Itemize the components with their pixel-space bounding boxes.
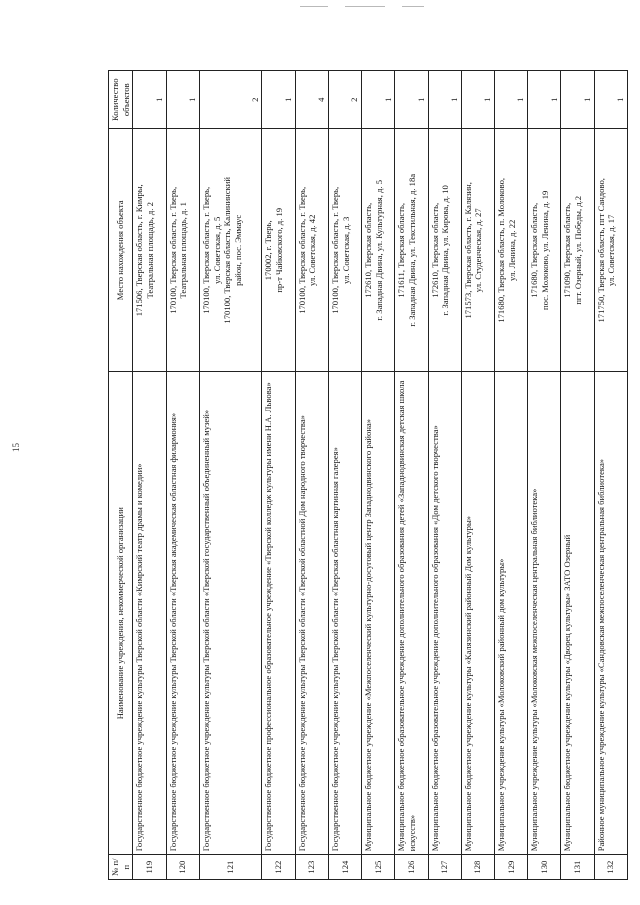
institution-address	[362, 129, 395, 372]
institution-name: Муниципальное бюджетное образовательное учреждение дополнительного образования детей «Западнодвинская детская школа искусств»	[395, 372, 428, 855]
table-row	[561, 71, 594, 880]
address-line: г. Западная Двина, ул. Культурная, д. 5	[373, 179, 384, 321]
row-number: 126	[395, 855, 428, 880]
address-line: ул. Ленина, д. 22	[506, 219, 517, 281]
table-row	[133, 71, 166, 880]
address-line: 170100, Тверская область, г. Тверь,	[167, 186, 178, 314]
institution-address	[133, 129, 166, 372]
table-row	[166, 71, 199, 880]
table-row	[461, 71, 494, 880]
object-count: 1	[528, 71, 561, 129]
row-number: 131	[561, 855, 594, 880]
header-name: Наименование учреждения, некоммерческой организации	[109, 372, 133, 855]
object-count: 4	[295, 71, 328, 129]
table-body	[133, 71, 628, 880]
address-line: 172610, Тверская область,	[429, 202, 440, 298]
address-line: ул. Советская, д. 5	[211, 216, 222, 284]
institution-name: Муниципальное бюджетное учреждение «Межпоселенческий культурно-досуговый центр Западнодвинского района»	[362, 372, 395, 855]
institution-name: Муниципальное бюджетное учреждение культуры «Калязинский районный Дом культуры»	[461, 372, 494, 855]
address-line: 171573, Тверская область, г. Калязин,	[462, 182, 473, 319]
row-number: 123	[295, 855, 328, 880]
object-count: 2	[199, 71, 261, 129]
address-line: Театральная площадь, д. 2	[145, 202, 156, 299]
institution-name: Государственное бюджетное учреждение культуры Тверской области «Тверская академическая областная филармония»	[166, 372, 199, 855]
address-line: ул. Студенческая, д. 27	[473, 208, 484, 293]
institution-address	[561, 129, 594, 372]
scan-artifact	[402, 6, 424, 7]
table-row	[328, 71, 361, 880]
institution-name: Муниципальное бюджетное образовательное учреждение дополнительного образования «Дом детского творчества»	[428, 372, 461, 855]
scan-artifact	[345, 6, 385, 7]
header-count: Количество объектов	[109, 71, 133, 129]
table-row	[262, 71, 295, 880]
institution-name: Государственное бюджетное учреждение культуры Тверской области «Тверская областная картинная галерея»	[328, 372, 361, 855]
address-line: ул. Советская, д. 42	[307, 214, 318, 286]
table-row	[199, 71, 261, 880]
row-number: 122	[262, 855, 295, 880]
object-count: 1	[395, 71, 428, 129]
row-number: 121	[199, 855, 261, 880]
address-line: 171611, Тверская область,	[396, 202, 407, 298]
table-row	[395, 71, 428, 880]
institution-name: Государственное бюджетное учреждение культуры Тверской области «Кимрский театр драмы и комедии»	[133, 372, 166, 855]
row-number: 130	[528, 855, 561, 880]
row-number: 125	[362, 855, 395, 880]
scan-artifact	[300, 6, 328, 7]
header-num: № п/п	[109, 855, 133, 880]
address-line: 171506, Тверская область, г. Кимры,	[134, 184, 145, 317]
address-line: район, пос. Эммаус	[233, 214, 244, 286]
table-row	[428, 71, 461, 880]
object-count: 1	[133, 71, 166, 129]
address-line: 170100, Тверская область, г. Тверь,	[329, 186, 340, 314]
institution-address	[428, 129, 461, 372]
address-line: ул. Советская, д. 3	[340, 216, 351, 284]
object-count: 1	[166, 71, 199, 129]
address-line: 171090, Тверская область,	[562, 202, 573, 298]
address-line: пос. Молоково, ул. Ленина, д. 19	[539, 190, 550, 310]
institution-address	[461, 129, 494, 372]
table-row	[295, 71, 328, 880]
institution-name: Муниципальное учреждение культуры «Молоковский районный дом культуры»	[494, 372, 527, 855]
table-row	[494, 71, 527, 880]
institution-name: Районное муниципальное учреждение культуры «Сандовская межпоселенческая центральная библиотека»	[594, 372, 627, 855]
institution-address	[594, 129, 627, 372]
institution-name: Муниципальное бюджетное учреждение культуры «Дворец культуры» ЗАТО Озерный	[561, 372, 594, 855]
institution-name: Государственное бюджетное учреждение культуры Тверской области «Тверской областной Дом народного творчества»	[295, 372, 328, 855]
row-number: 129	[494, 855, 527, 880]
address-line: Театральная площадь, д. 1	[178, 202, 189, 299]
table-header-row	[109, 71, 133, 880]
address-line: пгт. Озерный, ул. Победы, д.2	[573, 195, 584, 305]
object-count: 1	[561, 71, 594, 129]
institution-name: Государственное бюджетное учреждение культуры Тверской области «Тверской государственный объединенный музей»	[199, 372, 261, 855]
object-count: 1	[362, 71, 395, 129]
table-row	[362, 71, 395, 880]
table-row	[528, 71, 561, 880]
institution-address	[395, 129, 428, 372]
rotated-table-container	[108, 70, 628, 880]
address-line: 171750, Тверская область, пгт Сандово,	[595, 178, 606, 323]
header-address: Место нахождения объекта	[109, 129, 133, 372]
institutions-table	[108, 70, 628, 880]
address-line: 170100, Тверская область, Калининский	[222, 177, 233, 324]
object-count: 1	[461, 71, 494, 129]
institution-name: Муниципальное учреждение культуры «Молоковская межпоселенческая центральная библиотека»	[528, 372, 561, 855]
address-line: 170002, г. Тверь,	[263, 220, 274, 281]
address-line: г. Западная Двина, ул. Текстильная, д. 18а	[407, 173, 417, 327]
row-number: 120	[166, 855, 199, 880]
address-line: 171680, Тверская область, п. Молоково,	[495, 177, 506, 323]
row-number: 124	[328, 855, 361, 880]
page-number: 15	[11, 443, 21, 452]
institution-address	[199, 129, 261, 372]
row-number: 127	[428, 855, 461, 880]
institution-address	[166, 129, 199, 372]
object-count: 1	[262, 71, 295, 129]
institution-address	[528, 129, 561, 372]
institution-address	[328, 129, 361, 372]
address-line: 171680, Тверская область,	[529, 202, 540, 298]
table-row	[594, 71, 627, 880]
address-line: 170100, Тверская область, г. Тверь,	[296, 186, 307, 314]
address-line: пр-т Чайковского, д. 19	[274, 207, 285, 293]
address-line: 172610, Тверская область,	[363, 202, 374, 298]
address-line: г. Западная Двина, ул. Кирова, д. 10	[440, 185, 451, 316]
row-number: 128	[461, 855, 494, 880]
object-count: 1	[594, 71, 627, 129]
institution-address	[295, 129, 328, 372]
address-line: ул. Советская, д. 17	[606, 214, 617, 286]
institution-name: Государственное бюджетное профессиональное образовательное учреждение «Тверской колледж культуры имени Н.А. Львова»	[262, 372, 295, 855]
institution-address	[494, 129, 527, 372]
institution-address	[262, 129, 295, 372]
address-line: 170100, Тверская область, г. Тверь,	[200, 186, 211, 314]
row-number: 132	[594, 855, 627, 880]
object-count: 1	[428, 71, 461, 129]
object-count: 2	[328, 71, 361, 129]
object-count: 1	[494, 71, 527, 129]
row-number: 119	[133, 855, 166, 880]
